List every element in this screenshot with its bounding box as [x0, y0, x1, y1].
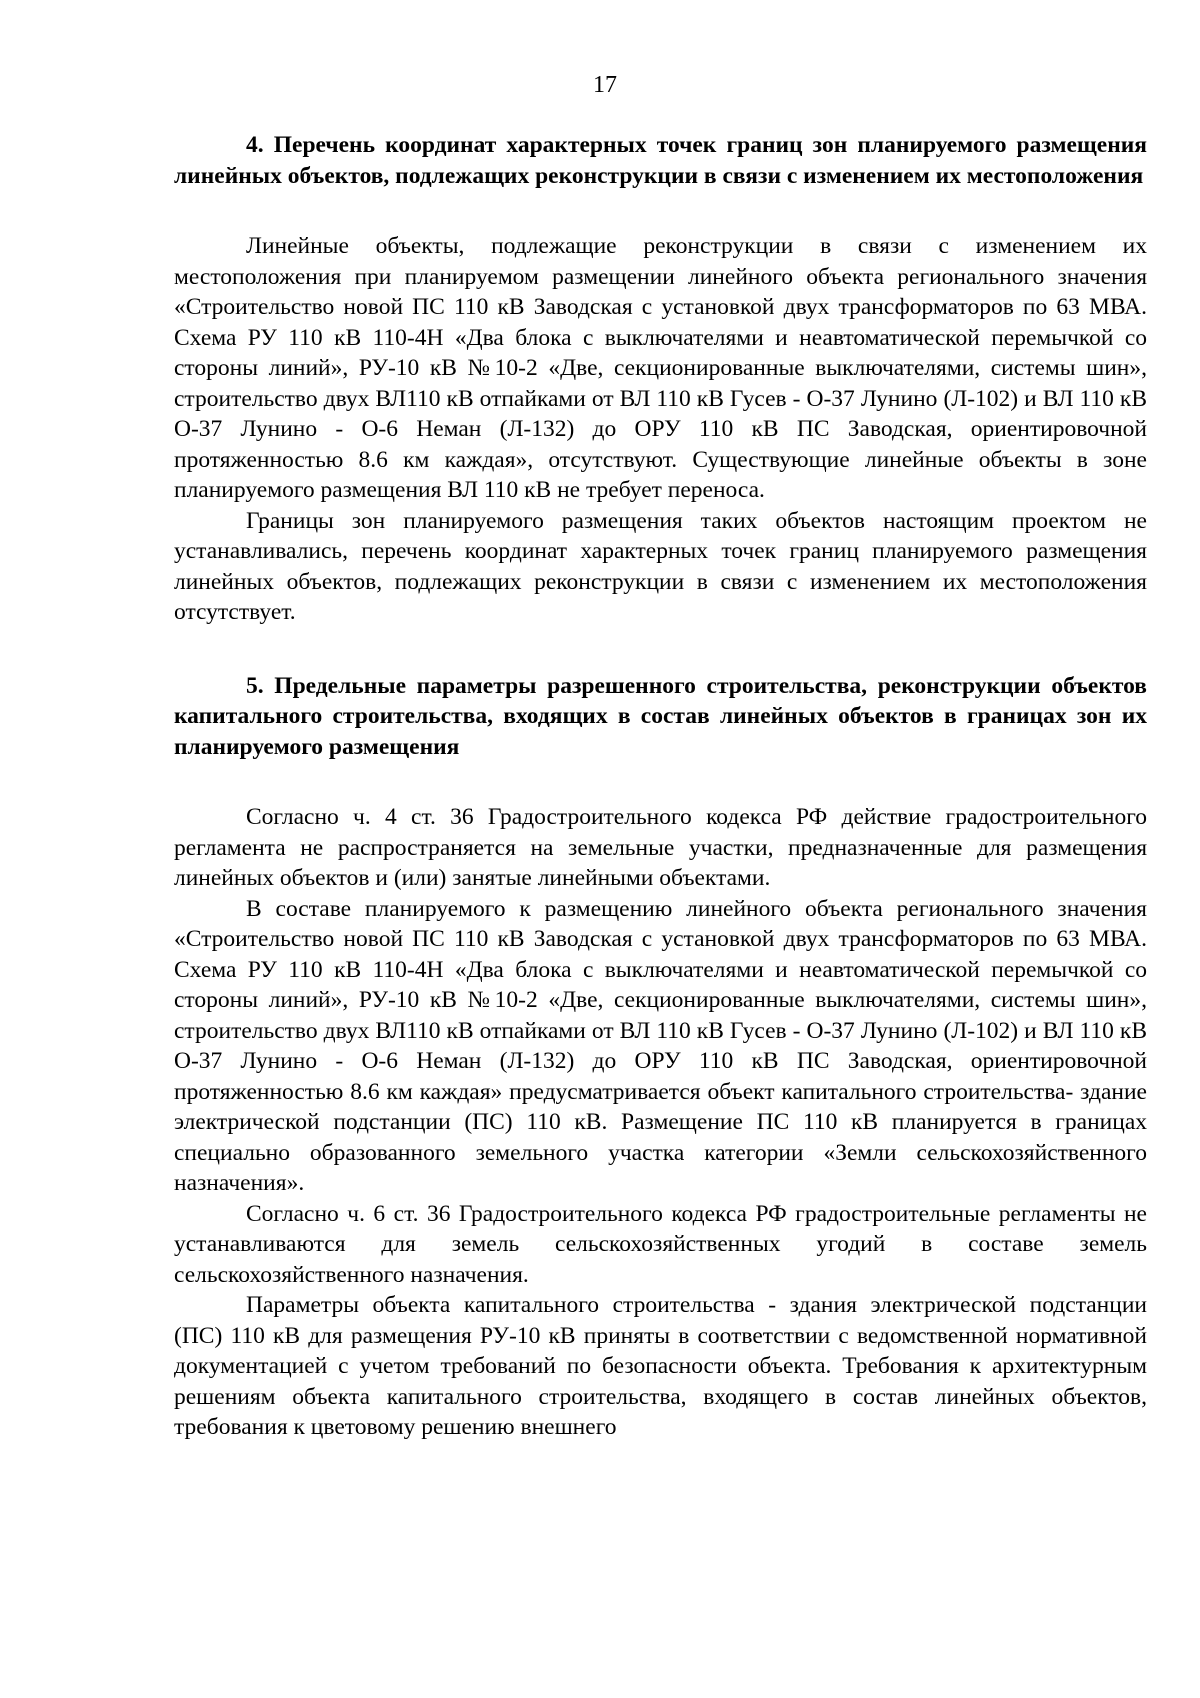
document-body	[174, 130, 1147, 1443]
section-5-paragraph-2: В составе планируемого к размещению линейного объекта регионального значения «Строительство новой ПС 110 кВ Заводская с установкой двух трансформаторов по 63 МВА. Схема РУ 110 кВ 110-4Н «Два блока с выключателями и неавтоматической перемычкой со стороны линий», РУ-10 кВ №10-2 «Две, секционированные выключателями, системы шин», строительство двух ВЛ110 кВ отпайками от ВЛ 110 кВ Гусев - О-37 Лунино (Л-102) и ВЛ 110 кВ О-37 Лунино - О-6 Неман (Л-132) до ОРУ 110 кВ ПС Заводская, ориентировочной протяженностью 8.6 км каждая» предусматривается объект капитального строительства- здание электрической подстанции (ПС) 110 кВ. Размещение ПС 110 кВ планируется в границах специально образованного земельного участка категории «Земли сельскохозяйственного назначения».	[174, 895, 1147, 1196]
page-number: 17	[593, 72, 617, 98]
section-4-paragraph-2: Границы зон планируемого размещения таких объектов настоящим проектом не устанавливались, перечень координат характерных точек границ планируемого размещения линейных объектов, подлежащих реконструкции в связи с изменением их местоположения отсутствует.	[174, 507, 1147, 625]
section-5-paragraph-1: Согласно ч. 4 ст. 36 Градостроительного кодекса РФ действие градостроительного регламента не распространяется на земельные участки, предназначенные для размещения линейных объектов и (или) занятые линейными объектами.	[174, 804, 1147, 891]
section-5-paragraph-3: Согласно ч. 6 ст. 36 Градостроительного кодекса РФ градостроительные регламенты не устанавливаются для земель сельскохозяйственных угодий в составе земель сельскохозяйственного назначения.	[174, 1200, 1147, 1288]
section-4-heading: 4. Перечень координат характерных точек границ зон планируемого размещения линейных объектов, подлежащих реконструкции в связи с изменением их местоположения	[174, 132, 1147, 189]
section-5-heading: 5. Предельные параметры разрешенного строительства, реконструкции объектов капитального строительства, входящих в состав линейных объектов в границах зон их планируемого размещения	[174, 672, 1147, 760]
section-4-paragraph-1: Линейные объекты, подлежащие реконструкции в связи с изменением их местоположения при планируемом размещении линейного объекта регионального значения «Строительство новой ПС 110 кВ Заводская с установкой двух трансформаторов по 63 МВА. Схема РУ 110 кВ 110-4Н «Два блока с выключателями и неавтоматической перемычкой со стороны линий», РУ-10 кВ №10-2 «Две, секционированные выключателями, системы шин», строительство двух ВЛ110 кВ отпайками от ВЛ 110 кВ Гусев - О-37 Лунино (Л-102) и ВЛ 110 кВ О-37 Лунино - О-6 Неман (Л-132) до ОРУ 110 кВ ПС Заводская, ориентировочной протяженностью 8.6 км каждая», отсутствуют. Существующие линейные объекты в зоне планируемого размещения ВЛ 110 кВ не требует переноса.	[174, 233, 1147, 503]
section-5-paragraph-4: Параметры объекта капитального строительства - здания электрической подстанции (ПС) 110 кВ для размещения РУ-10 кВ приняты в соответствии с ведомственной нормативной документацией с учетом требований по безопасности объекта. Требования к архитектурным решениям объекта капитального строительства, входящего в состав линейных объектов, требования к цветовому решению внешнего	[174, 1292, 1147, 1440]
